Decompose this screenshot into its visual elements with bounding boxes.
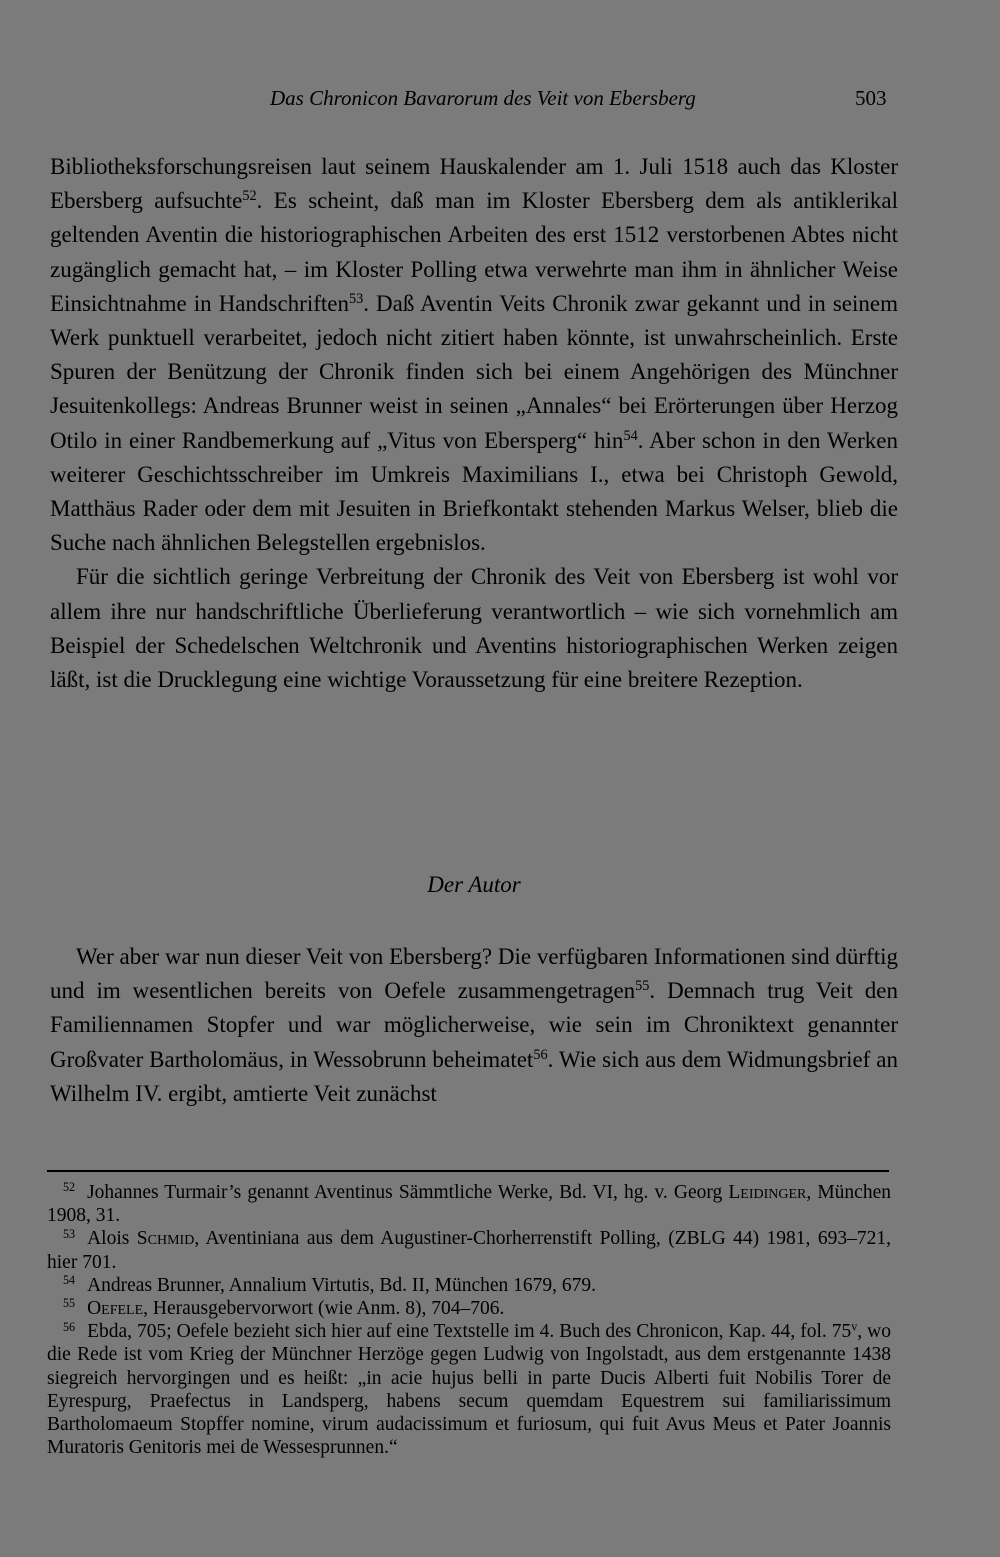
footnote: $^{54}$ Andreas Brunner, Annalium Virtutis, Bd. II, München 1679, 679. xyxy=(63,1273,597,1296)
running-head xyxy=(0,86,1000,120)
footnote-number: 53 xyxy=(63,1226,76,1241)
section-text xyxy=(50,940,898,1111)
section-heading: Der Autor xyxy=(427,872,521,897)
author-name: Schmid xyxy=(136,1228,195,1250)
footnote-number: 55 xyxy=(63,1296,76,1311)
running-title: Das Chronicon Bavarorum des Veit von Ebersberg xyxy=(270,86,696,110)
footnote: $^{52}$ Johannes Turmair’s genannt Aventinus Sämmtliche Werke, Bd. VI, hg. v. Georg Leidinger, München 1908, 31. xyxy=(47,1180,891,1227)
footnote-ref: 56 xyxy=(533,1046,548,1063)
author-name: Oefele xyxy=(87,1298,144,1320)
footnote-ref: 53 xyxy=(348,290,364,307)
footnote-number: 52 xyxy=(63,1180,76,1195)
author-name: Leidinger xyxy=(728,1182,807,1203)
footnote-ref: 52 xyxy=(242,188,257,205)
footnote-divider xyxy=(47,1170,889,1172)
footnote-number: 56 xyxy=(63,1319,76,1334)
paragraph: Bibliotheksforschungsreisen laut seinem Hauskalender am 1. Juli 1518 auch das Kloster Ebersberg aufsuchte$^{52}$. Es scheint, daß man im Kloster Ebersberg dem als antiklerikal geltenden Aventin die historiographischen Arbeiten des erst 1512 verstorbenen Abtes nicht zugänglich gemacht hat, – im Kloster Polling etwa verwehrte man ihm in ähnlicher Weise Einsichtnahme in Handschriften$^{53}$. Daß Aventin Veits Chronik zwar gekannt und in seinem Werk punktuell verarbeitet, jedoch nicht zitiert haben könnte, ist unwahrscheinlich. Erste Spuren der Benützung der Chronik finden sich bei einem Angehörigen des Münchner Jesuitenkollegs: Andreas Brunner weist in seinen „Annales“ bei Erörterungen über Herzog Otilo in einer Randbemerkung auf „Vitus von Ebersperg“ hin$^{54}$. Aber schon in den Werken weiterer Geschichtsschreiber im Umkreis Maximilians I., etwa bei Christoph Gewold, Matthäus Rader oder dem mit Jesuiten in Briefkontakt stehenden Markus Welser, blieb die Suche nach ähnlichen Belegstellen ergebnislos. xyxy=(50,154,899,556)
main-text xyxy=(50,150,898,697)
footnote: $^{55}$ Oefele, Herausgebervorwort (wie Anm. 8), 704–706. xyxy=(63,1296,505,1320)
paragraph: Für die sichtlich geringe Verbreitung der Chronik des Veit von Ebersberg ist wohl vor allem ihre nur handschriftliche Überlieferung verantwortlich – wie sich vornehmlich am Beispiel der Schedelschen Weltchronik und Aventins historiographischen Werken zeigen läßt, ist die Drucklegung eine wichtige Voraussetzung für eine breitere Rezeption. xyxy=(50,564,898,693)
footnote-ref: 54 xyxy=(623,427,638,444)
footnote-number: 54 xyxy=(63,1273,76,1288)
footnote: $^{53}$ Alois Schmid, Aventiniana aus dem Augustiner-Chorherrenstift Polling, (ZBLG 44) 1981, 693–721, hier 701. xyxy=(47,1226,892,1273)
folio-verso: v xyxy=(851,1319,858,1334)
paragraph: Wer aber war nun dieser Veit von Ebersberg? Die verfügbaren Informationen sind dürftig und im wesentlichen bereits von Oefele zusammengetragen$^{55}$. Demnach trug Veit den Familiennamen Stopfer und war möglicherweise, wie sein im Chroniktext genannter Großvater Bartholomäus, in Wessobrunn beheimatet$^{56}$. Wie sich aus dem Widmungsbrief an Wilhelm IV. ergibt, amtierte Veit zunächst xyxy=(50,944,898,1106)
footnote-ref: 55 xyxy=(635,978,650,995)
footnote: $^{56}$ Ebda, 705; Oefele bezieht sich hier auf eine Textstelle im 4. Buch des Chronicon, Kap. 44, fol. 75$^v$, wo die Rede ist vom Krieg der Münchner Herzöge gegen Ludwig von Ingolstadt, aus dem erstgenannte 1438 siegreich hervorgingen und es heißt: „in acie hujus belli in parte Ducis Alberti fuit Nobilis Torer de Eyrespurg, Praefectus in Landsperg, habens secum quemdam Equestrem sui familiarissimum Bartholomaeum Stopffer nomine, virum audacissimum et furiosum, qui fuit Avus Meus et Pater Joannis Muratoris Genitoris mei de Wessesprunnen.“ xyxy=(47,1319,891,1459)
footnotes xyxy=(47,1181,891,1459)
page-number: 503 xyxy=(855,86,887,110)
